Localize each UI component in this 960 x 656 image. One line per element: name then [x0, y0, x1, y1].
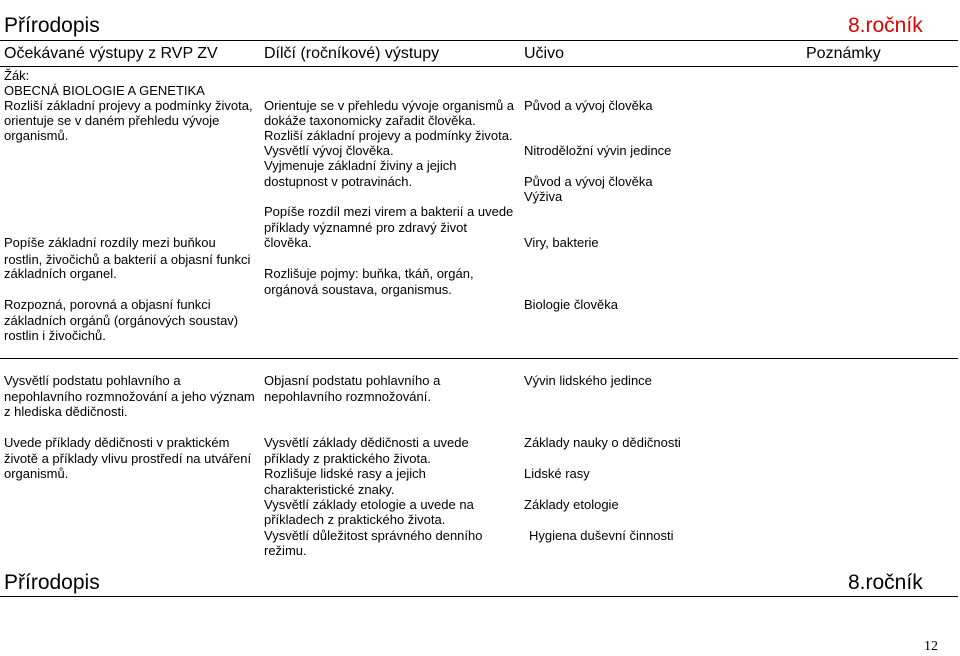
rvp-line: organismů.: [4, 128, 69, 143]
ucivo-item: Základy nauky o dědičnosti: [524, 435, 681, 450]
dilci-line: Vysvětlí důležitost správného denního: [264, 528, 483, 543]
ucivo-item: Nitroděložní vývin jedince: [524, 143, 672, 158]
ucivo-item: Původ a vývoj člověka: [524, 174, 653, 189]
dilci-line: příklady z praktického života.: [264, 451, 431, 466]
rvp-line: základních orgánů (orgánových soustav): [4, 313, 239, 328]
rvp-line: orientuje se v daném přehledu vývoje: [4, 113, 220, 128]
rvp-line: Rozliší základní projevy a podmínky života,: [4, 98, 253, 113]
header-rule: [0, 66, 958, 67]
footer-rule: [0, 596, 958, 597]
ucivo-item: Vývin lidského jedince: [524, 373, 652, 388]
dilci-line: dokáže taxonomicky zařadit člověka.: [264, 113, 476, 128]
rvp-line: Rozpozná, porovná a objasní funkci: [4, 297, 211, 312]
dilci-line: příkladech z praktického života.: [264, 512, 446, 527]
ucivo-item: Základy etologie: [524, 497, 619, 512]
section-title: OBECNÁ BIOLOGIE A GENETIKA: [4, 83, 205, 98]
dilci-line: nepohlavního rozmnožování.: [264, 389, 431, 404]
column-header-ucivo: Učivo: [524, 45, 565, 62]
dilci-line: Vysvětlí základy dědičnosti a uvede: [264, 435, 469, 450]
dilci-line: Rozlišuje pojmy: buňka, tkáň, orgán,: [264, 266, 474, 281]
ucivo-item: Výživa: [524, 189, 563, 204]
dilci-line: Orientuje se v přehledu vývoje organismů a: [264, 98, 515, 113]
block-rule: [0, 358, 958, 359]
column-header-rvp: Očekávané výstupy z RVP ZV: [4, 45, 218, 62]
rvp-line: rostlin, živočichů a bakterií a objasní funkci: [4, 252, 251, 267]
rvp-line: životě a příklady vlivu prostředí na utváření: [4, 451, 252, 466]
dilci-line: Rozliší základní projevy a podmínky života.: [264, 128, 513, 143]
dilci-line: orgánová soustava, organismus.: [264, 282, 452, 297]
rvp-line: Vysvětlí podstatu pohlavního a: [4, 373, 181, 388]
page-number: 12: [924, 639, 938, 654]
subject-title: Přírodopis: [4, 14, 100, 37]
column-header-poznamky: Poznámky: [806, 45, 881, 62]
dilci-line: Vyjmenuje základní živiny a jejich: [264, 158, 457, 173]
ucivo-item: Viry, bakterie: [524, 235, 599, 250]
grade-title: 8.ročník: [848, 14, 923, 37]
dilci-line: Vysvětlí základy etologie a uvede na: [264, 497, 474, 512]
grade-title-footer: 8.ročník: [848, 571, 923, 594]
dilci-line: Popíše rozdíl mezi virem a bakterií a uvede: [264, 204, 514, 219]
rvp-line: nepohlavního rozmnožování a jeho význam: [4, 389, 255, 404]
rvp-line: Popíše základní rozdíly mezi buňkou: [4, 235, 216, 250]
rvp-line: základních organel.: [4, 266, 117, 281]
subject-title-footer: Přírodopis: [4, 571, 100, 594]
dilci-line: charakteristické znaky.: [264, 482, 395, 497]
dilci-line: dostupnost v potravinách.: [264, 174, 413, 189]
dilci-line: Vysvětlí vývoj člověka.: [264, 143, 394, 158]
dilci-line: režimu.: [264, 543, 307, 558]
rvp-line: rostlin i živočichů.: [4, 328, 106, 343]
title-rule: [0, 40, 958, 41]
ucivo-item: Původ a vývoj člověka: [524, 98, 653, 113]
rvp-line: z hlediska dědičnosti.: [4, 404, 128, 419]
dilci-line: Rozlišuje lidské rasy a jejich: [264, 466, 426, 481]
dilci-line: člověka.: [264, 235, 312, 250]
rvp-line: organismů.: [4, 466, 69, 481]
dilci-line: Objasní podstatu pohlavního a: [264, 373, 441, 388]
dilci-line: příklady významné pro zdravý život: [264, 220, 468, 235]
ucivo-item: Hygiena duševní činnosti: [529, 528, 674, 543]
ucivo-item: Lidské rasy: [524, 466, 590, 481]
column-header-dilci: Dílčí (ročníkové) výstupy: [264, 45, 440, 62]
student-label: Žák:: [4, 68, 30, 83]
ucivo-item: Biologie člověka: [524, 297, 618, 312]
rvp-line: Uvede příklady dědičnosti v praktickém: [4, 435, 230, 450]
